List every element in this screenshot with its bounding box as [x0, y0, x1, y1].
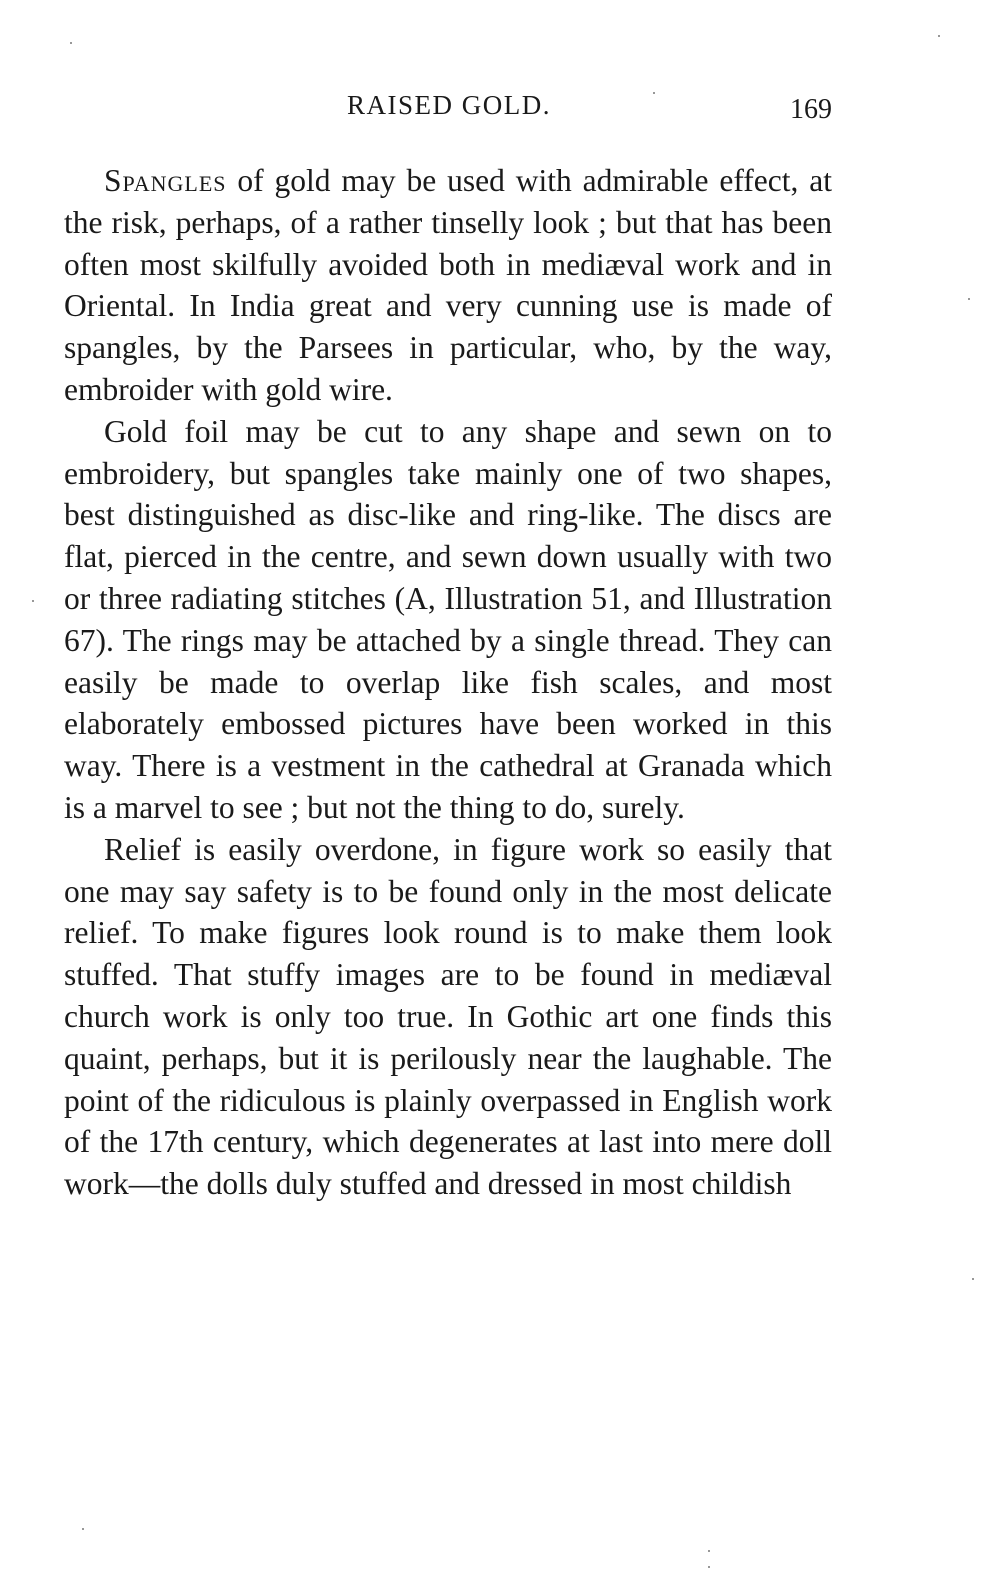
paragraph-gold-foil: Gold foil may be cut to any shape and sewn on to embroidery, but spangles take mainly one of two shapes, best distinguished as disc-like and ring-like. The discs are flat, pierced in the centre, and sewn down usually with two or three radiating stitches (A, Illustration 51, and Illustration 67). The rings may be attached by a single thread. They can easily be made to overlap like fish scales, and most elaborately embossed pictures have been worked in this way. There is a vestment in the cathedral at Granada which is a marvel to see ; but not the thing to do, surely. [64, 413, 832, 825]
paper-speck [708, 1550, 710, 1552]
paper-speck [82, 1528, 84, 1530]
paper-speck [972, 1278, 974, 1280]
paragraph-lead-word: Spangles [104, 163, 227, 198]
paragraph-text: of gold may be used with admirable effect, at the risk, perhaps, of a rather tinselly look ; but that has been often most skilfully avoided both in mediæval work and in Oriental. In India great and very cunning use is made of spangles, by the Parsees in particular, who, by the way, embroider with gold wire. [64, 163, 832, 407]
paper-speck [968, 298, 970, 300]
paper-speck [938, 35, 940, 37]
paper-speck [32, 600, 34, 602]
page-number: 169 [790, 94, 832, 125]
paper-speck [70, 42, 72, 44]
paper-speck [653, 92, 655, 94]
paragraph-relief: Relief is easily overdone, in figure work so easily that one may say safety is to be found only in the most delicate relief. To make figures look round is to make them look stuffed. That stuffy images are to be found in mediæval church work is only too true. In Gothic art one finds this quaint, perhaps, but it is perilously near the laughable. The point of the ridiculous is plainly overpassed in English work of the 17th century, which degenerates at last into mere doll work—the dolls duly stuffed and dressed in most childish [64, 831, 832, 1202]
paper-speck [708, 1566, 710, 1568]
running-head [64, 88, 834, 128]
running-title: RAISED GOLD. [347, 90, 551, 120]
body-text [64, 160, 832, 1205]
paragraph-spangles [64, 160, 832, 411]
